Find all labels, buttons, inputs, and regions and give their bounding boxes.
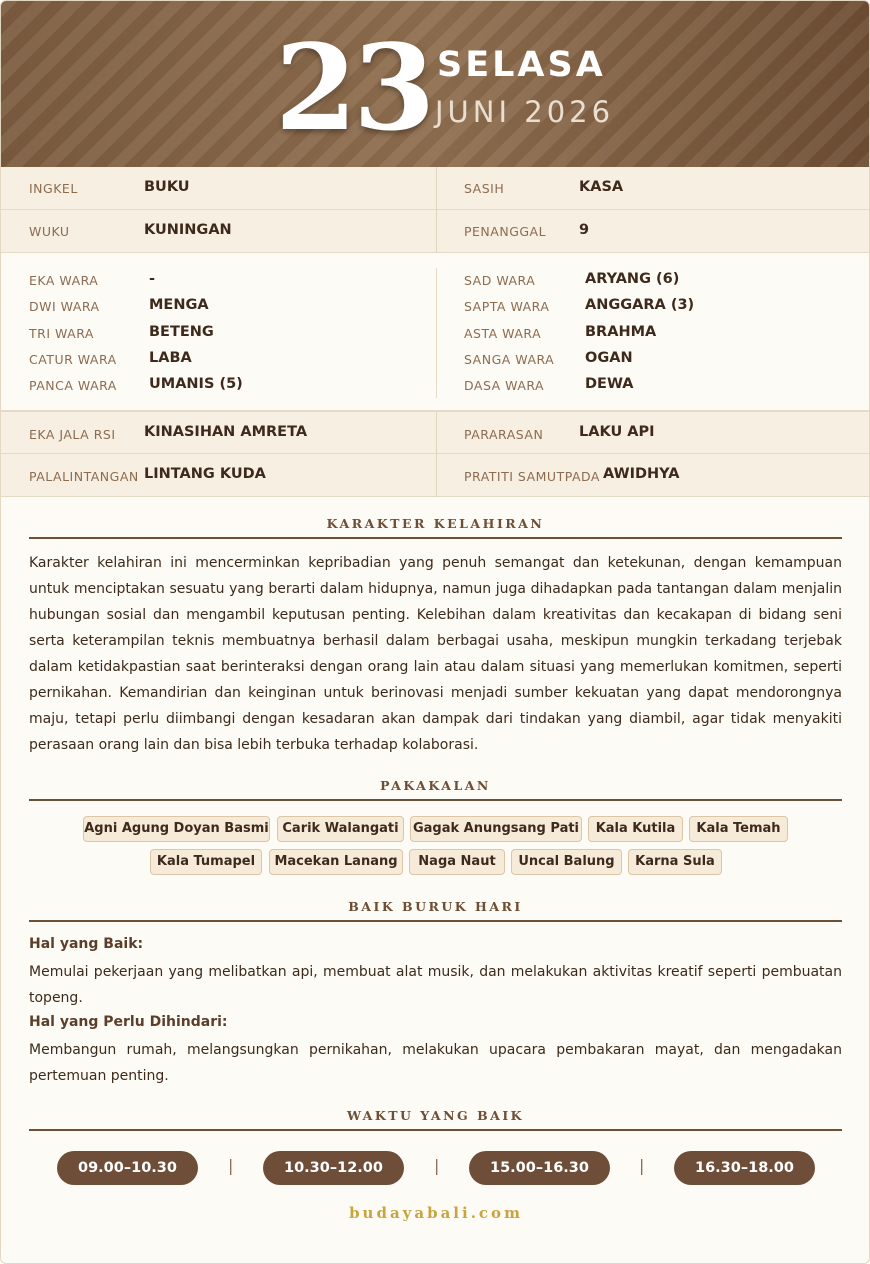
wara-value: OGAN xyxy=(585,350,633,366)
section-divider xyxy=(29,799,842,801)
wara-value: LABA xyxy=(149,350,192,366)
info-value: LINTANG KUDA xyxy=(144,466,266,482)
wara-label: TRI WARA xyxy=(29,326,94,341)
info-pararasan xyxy=(436,412,870,455)
info-row-ingkel-sasih xyxy=(1,167,870,210)
wara-label: CATUR WARA xyxy=(29,352,117,367)
wara-label: DASA WARA xyxy=(464,378,545,393)
info-label: PARARASAN xyxy=(464,427,544,442)
section-title-pakakalan: PAKAKALAN xyxy=(380,778,491,793)
time-separator: | xyxy=(639,1156,645,1175)
wara-label: SAD WARA xyxy=(464,273,536,288)
info-label: WUKU xyxy=(29,224,70,239)
wara-value: MENGA xyxy=(149,297,209,313)
info-label: PRATITI SAMUTPADA xyxy=(464,469,600,484)
section-title-karakter: KARAKTER KELAHIRAN xyxy=(326,516,545,531)
info-eka-jala-rsi xyxy=(1,412,436,455)
info-row-palalintangan-pratiti xyxy=(1,454,870,497)
pakakalan-tag: Kala Temah xyxy=(689,816,788,842)
info-palalintangan xyxy=(1,454,436,497)
wara-grid xyxy=(1,254,870,411)
section-divider xyxy=(29,1129,842,1131)
info-pratiti-samutpada xyxy=(436,454,870,497)
bad-text: Membangun rumah, melangsungkan pernikahan, melakukan upacara pembakaran mayat, dan mengadakan pertemuan penting. xyxy=(29,1042,842,1084)
info-row-ekajala-pararasan xyxy=(1,411,870,454)
wara-label: PANCA WARA xyxy=(29,378,117,393)
wara-value: UMANIS (5) xyxy=(149,376,243,392)
wara-value: BRAHMA xyxy=(585,324,657,340)
info-label: EKA JALA RSI xyxy=(29,427,116,442)
wara-value: BETENG xyxy=(149,324,214,340)
month-year: JUNI 2026 xyxy=(435,95,615,129)
time-slot: 09.00–10.30 xyxy=(57,1151,198,1185)
wara-label: DWI WARA xyxy=(29,299,100,314)
footer-site[interactable]: budayabali.com xyxy=(349,1204,523,1222)
wara-value: - xyxy=(149,271,156,287)
info-value: LAKU API xyxy=(579,424,655,440)
info-value: KINASIHAN AMRETA xyxy=(144,424,308,440)
info-penanggal xyxy=(436,210,870,253)
info-value: AWIDHYA xyxy=(603,466,680,482)
info-label: INGKEL xyxy=(29,181,78,196)
info-value: KUNINGAN xyxy=(144,222,232,238)
info-wuku xyxy=(1,210,436,253)
wara-value: ANGGARA (3) xyxy=(585,297,695,313)
pakakalan-tag: Gagak Anungsang Pati xyxy=(410,816,582,842)
good-heading: Hal yang Baik: xyxy=(29,936,144,952)
day-name: SELASA xyxy=(437,45,606,85)
pakakalan-tag: Kala Kutila xyxy=(588,816,683,842)
info-ingkel xyxy=(1,167,436,210)
pakakalan-tag: Uncal Balung xyxy=(511,849,622,875)
section-title-baik-buruk: BAIK BURUK HARI xyxy=(348,899,523,914)
pakakalan-tag: Carik Walangati xyxy=(277,816,404,842)
wara-divider xyxy=(436,268,437,398)
info-label: SASIH xyxy=(464,181,505,196)
section-divider xyxy=(29,920,842,922)
info-label: PENANGGAL xyxy=(464,224,547,239)
info-sasih xyxy=(436,167,870,210)
time-separator: | xyxy=(434,1156,440,1175)
time-slot: 10.30–12.00 xyxy=(263,1151,404,1185)
date-header xyxy=(1,1,870,167)
day-number: 23 xyxy=(275,18,432,157)
info-value: BUKU xyxy=(144,179,190,195)
section-divider xyxy=(29,537,842,539)
wara-label: SANGA WARA xyxy=(464,352,555,367)
pakakalan-tag: Naga Naut xyxy=(409,849,505,875)
wara-value: DEWA xyxy=(585,376,634,392)
pakakalan-tag: Kala Tumapel xyxy=(150,849,262,875)
wara-label: SAPTA WARA xyxy=(464,299,550,314)
info-row-wuku-penanggal xyxy=(1,210,870,253)
wara-label: EKA WARA xyxy=(29,273,99,288)
bad-heading: Hal yang Perlu Dihindari: xyxy=(29,1014,228,1030)
good-text: Memulai pekerjaan yang melibatkan api, membuat alat musik, dan melakukan aktivitas kreatif seperti pembuatan topeng. xyxy=(29,964,842,1006)
time-separator: | xyxy=(228,1156,234,1175)
time-slot: 16.30–18.00 xyxy=(674,1151,815,1185)
info-value: KASA xyxy=(579,179,624,195)
pakakalan-tag: Macekan Lanang xyxy=(269,849,403,875)
wara-value: ARYANG (6) xyxy=(585,271,680,287)
pakakalan-tag: Agni Agung Doyan Basmi xyxy=(83,816,270,842)
info-label: PALALINTANGAN xyxy=(29,469,139,484)
karakter-text: Karakter kelahiran ini mencerminkan kepribadian yang penuh semangat dan ketekunan, dengan kemampuan untuk menciptakan sesuatu yang berarti dalam hidupnya, namun juga dihadapkan pada tantangan dalam menjalin hubungan sosial dan mengambil keputusan penting. Kelebihan dalam kreativitas dan kecakapan di bidang seni serta keterampilan teknis membuatnya berhasil dalam berbagai usaha, meskipun mungkin terkadang terjebak dalam ketidakpastian saat berinteraksi dengan orang lain atau dalam situasi yang memerlukan komitmen, seperti pernikahan. Kemandirian dan keinginan untuk berinovasi menjadi sumber kekuatan yang dapat mendorongnya maju, tetapi perlu diimbangi dengan kesadaran akan dampak dari tindakan yang diambil, agar tidak menyakiti perasaan orang lain dan bisa lebih terbuka terhadap kolaborasi. xyxy=(29,555,842,753)
wara-label: ASTA WARA xyxy=(464,326,542,341)
pakakalan-tag: Karna Sula xyxy=(628,849,722,875)
time-slot: 15.00–16.30 xyxy=(469,1151,610,1185)
info-value: 9 xyxy=(579,222,590,238)
section-title-waktu: WAKTU YANG BAIK xyxy=(346,1108,525,1123)
